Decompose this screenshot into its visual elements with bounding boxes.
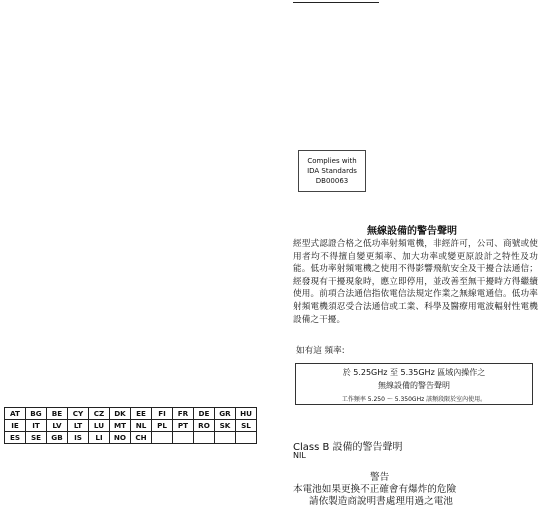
country-cell: LV: [47, 420, 68, 432]
country-cell: [152, 432, 173, 444]
country-cell: NL: [131, 420, 152, 432]
country-cell: ES: [5, 432, 26, 444]
country-cell: FR: [173, 408, 194, 420]
frequency-line-3: 工作頻率 5.250 ～ 5.350GHz 該頻段限於室內使用。: [341, 396, 487, 403]
country-cell: FI: [152, 408, 173, 420]
country-cell: LI: [89, 432, 110, 444]
top-rule: [293, 2, 379, 3]
country-cell: CZ: [89, 408, 110, 420]
frequency-line-2: 無線設備的警告聲明: [378, 381, 450, 390]
country-cell: AT: [5, 408, 26, 420]
country-cell: BE: [47, 408, 68, 420]
frequency-label: 如有這 頻率:: [296, 346, 345, 356]
country-cell: [173, 432, 194, 444]
country-cell: GR: [215, 408, 236, 420]
country-row: [5, 420, 257, 432]
country-cell: BG: [26, 408, 47, 420]
country-cell: SE: [26, 432, 47, 444]
country-cell: RO: [194, 420, 215, 432]
country-cell: PT: [173, 420, 194, 432]
country-cell: LU: [89, 420, 110, 432]
ida-line-2: IDA Standards: [307, 167, 357, 175]
country-cell: IT: [26, 420, 47, 432]
ida-line-1: Complies with: [307, 157, 357, 165]
country-cell: [215, 432, 236, 444]
country-cell: [194, 432, 215, 444]
class-b-body: NIL: [293, 451, 306, 460]
country-cell: SL: [236, 420, 257, 432]
country-cell: MT: [110, 420, 131, 432]
wireless-warning-body: 經型式認證合格之低功率射頻電機，非經許可，公司、商號或使用者均不得擅自變更頻率、加大功率或變更原設計之特性及功能。低功率射頻電機之使用不得影響飛航安全及干擾合法通信；經發現有干擾現象時，應立即停用，並改善至無干擾時方得繼續使用。前項合法通信指依電信法規定作業之無線電通信。低功率射頻電機須忍受合法通信或工業、科學及醫療用電波輻射性電機設備之干擾。: [293, 239, 538, 325]
battery-warning-heading: 警告: [370, 472, 390, 483]
country-cell: PL: [152, 420, 173, 432]
country-cell: CH: [131, 432, 152, 444]
ida-line-3: DB00063: [315, 177, 349, 185]
frequency-warning-box: [295, 363, 533, 405]
country-row: [5, 408, 257, 420]
country-cell: CY: [68, 408, 89, 420]
country-cell: EE: [131, 408, 152, 420]
country-row: [5, 432, 257, 444]
ida-compliance-label: [298, 150, 366, 192]
country-cell: NO: [110, 432, 131, 444]
wireless-warning-title: 無線設備的警告聲明: [367, 226, 457, 237]
country-cell: DE: [194, 408, 215, 420]
country-cell: SK: [215, 420, 236, 432]
battery-warning-line-1: 本電池如果更換不正確會有爆炸的危險: [293, 484, 457, 495]
country-cell: DK: [110, 408, 131, 420]
country-cell: HU: [236, 408, 257, 420]
class-b-title: Class B 設備的警告聲明: [293, 442, 403, 453]
country-cell: LT: [68, 420, 89, 432]
country-cell: [236, 432, 257, 444]
country-cell: IE: [5, 420, 26, 432]
country-code-table: [4, 407, 257, 444]
country-cell: GB: [47, 432, 68, 444]
frequency-line-1: 於 5.25GHz 至 5.35GHz 區域內操作之: [342, 368, 486, 377]
battery-warning: [293, 472, 513, 508]
country-cell: IS: [68, 432, 89, 444]
battery-warning-line-2: 請依製造商說明書處理用過之電池: [309, 496, 453, 507]
